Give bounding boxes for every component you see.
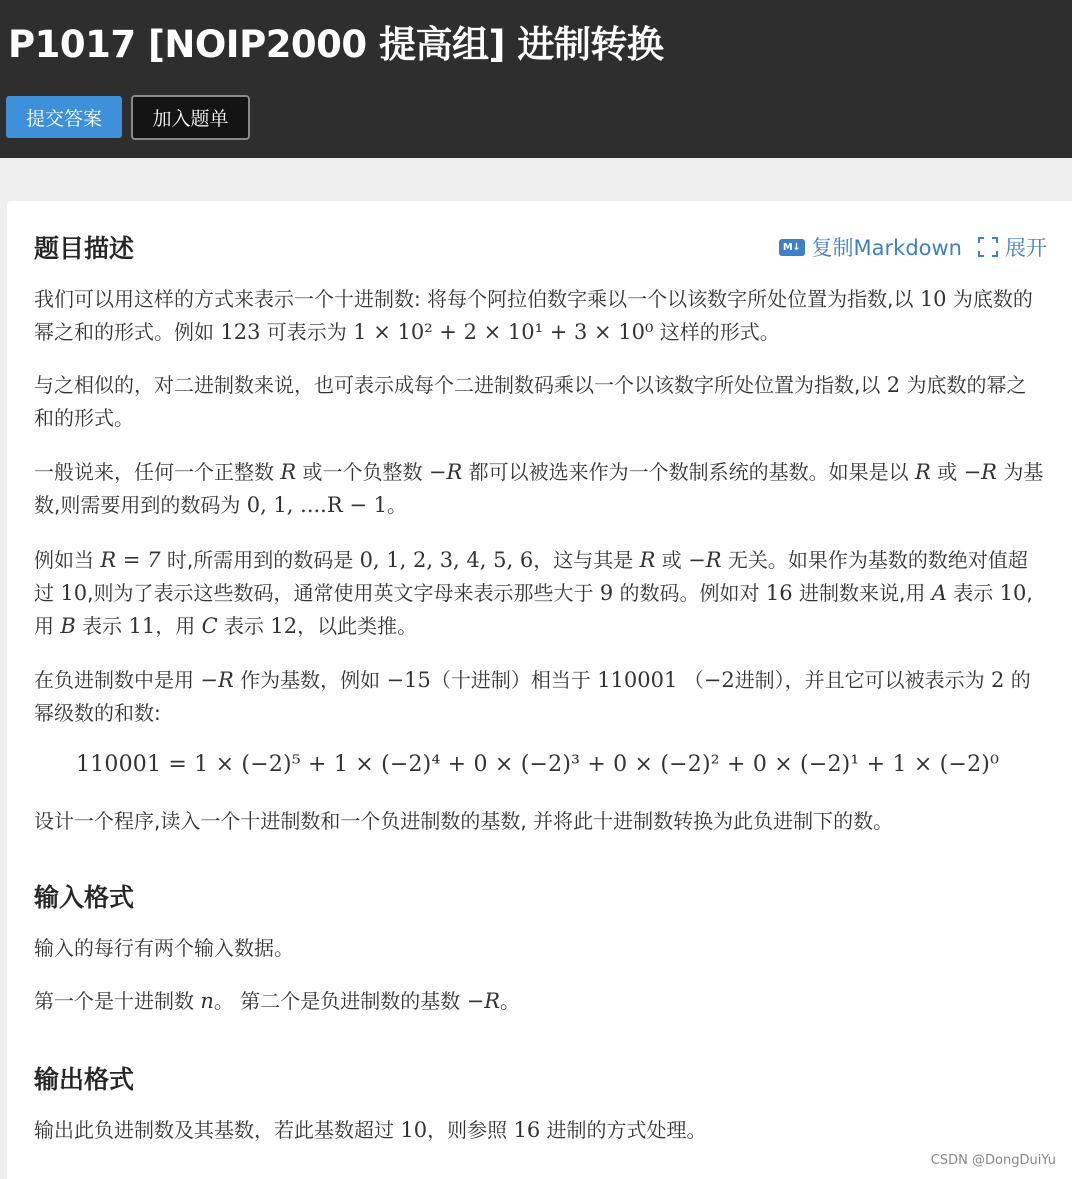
expansion-expression: 1 × 10² + 2 × 10¹ + 3 × 10⁰ [353,320,654,344]
add-to-list-button[interactable]: 加入题单 [131,95,250,140]
power-series-formula: 110001 = 1 × (−2)⁵ + 1 × (−2)⁴ + 0 × (−2)³ + 0 × (−2)² + 0 × (−2)¹ + 1 × (−2)⁰ [76,752,1000,777]
output-paragraph-1: 输出此负进制数及其基数，若此基数超过 10，则参照 16 进制的方式处理。 [34,1118,707,1142]
problem-header [0,0,1072,158]
description-paragraph-2: 与之相似的，对二进制数来说，也可表示成每个二进制数码乘以一个以该数字所处位置为指数,以 2 为底数的幂之和的形式。 [34,373,1027,430]
markdown-icon: M↓ [779,239,805,256]
problem-title: P1017 [NOIP2000 提高组] 进制转换 [8,23,664,66]
expand-label: 展开 [1005,236,1047,260]
copy-markdown-button[interactable] [779,232,962,262]
expand-icon [978,237,998,257]
watermark: CSDN @DongDuiYu [930,1153,1056,1168]
toolbar [779,232,1047,262]
description-paragraph-5: 在负进制数中是用 −R 作为基数，例如 −15（十进制）相当于 110001 （−2进制），并且它可以被表示为 2 的幂级数的和数: [34,668,1031,725]
input-paragraph-2: 第一个是十进制数 n。 第二个是负进制数的基数 −R。 [34,989,521,1013]
description-paragraph-4: 例如当 R = 7 时,所需用到的数码是 0, 1, 2, 3, 4, 5, 6，这与其是 R 或 −R 无关。如果作为基数的数绝对值超过 10,则为了表示这些数码，通常使用英文字母来表示那些大于 9 的数码。例如对 16 进制数来说,用 A 表示 10,用 B 表示 11，用 C 表示 12，以此类推。 [34,548,1033,638]
input-format-heading: 输入格式 [34,883,135,912]
copy-markdown-label: 复制Markdown [811,236,962,260]
description-paragraph-3: 一般说来，任何一个正整数 R 或一个负整数 −R 都可以被选来作为一个数制系统的基数。如果是以 R 或 −R 为基数,则需要用到的数码为 0, 1, ....R − 1。 [34,460,1044,517]
description-paragraph-6: 设计一个程序,读入一个十进制数和一个负进制数的基数, 并将此十进制数转换为此负进制下的数。 [34,809,894,833]
expand-button[interactable] [978,232,1047,262]
submit-answer-button[interactable]: 提交答案 [6,96,122,138]
description-paragraph-1: 我们可以用这样的方式来表示一个十进制数: 将每个阿拉伯数字乘以一个以该数字所处位置为指数,以 10 为底数的幂之和的形式。例如 123 可表示为 1 × 10² + 2 × 10¹ + 3 × 10⁰ 这样的形式。 [34,287,1033,344]
input-paragraph-1: 输入的每行有两个输入数据。 [34,936,294,960]
description-heading: 题目描述 [34,234,135,263]
output-format-heading: 输出格式 [34,1065,135,1094]
